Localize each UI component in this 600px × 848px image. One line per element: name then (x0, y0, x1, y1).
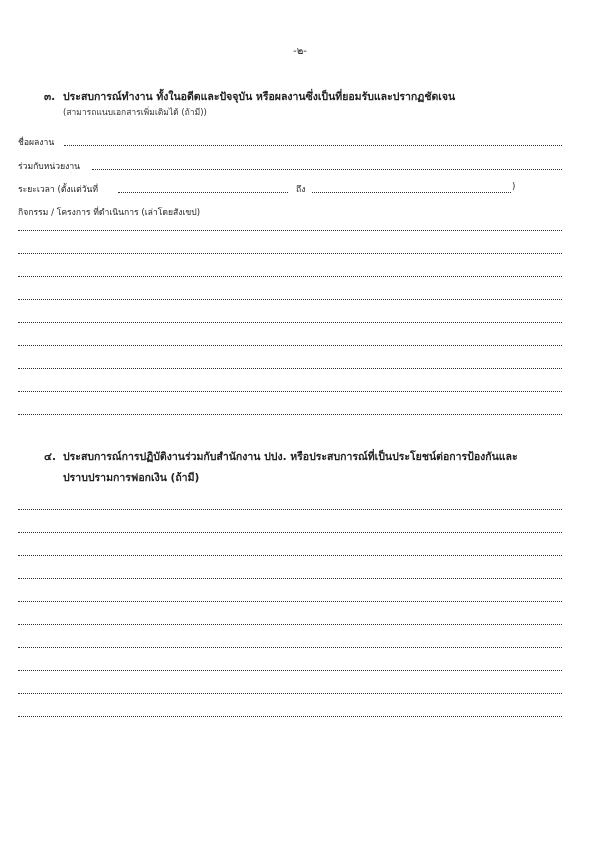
period-close-paren: ) (512, 182, 516, 192)
period-label: ระยะเวลา (ตั้งแต่วันที่ (18, 185, 99, 195)
experience-line[interactable] (18, 532, 562, 533)
activities-line[interactable] (18, 322, 562, 323)
activities-line[interactable] (18, 368, 562, 369)
section-4-heading (44, 448, 518, 465)
activities-line[interactable] (18, 299, 562, 300)
work-name-label: ชื่อผลงาน (18, 138, 55, 148)
period-start-field[interactable] (118, 192, 288, 193)
coworker-field[interactable] (92, 169, 562, 170)
section-4-number: ๔. (44, 451, 56, 463)
activities-line[interactable] (18, 276, 562, 277)
coworker-label: ร่วมกับหน่วยงาน (18, 162, 81, 172)
experience-line[interactable] (18, 601, 562, 602)
section-4-title-line2: ปราบปรามการฟอกเงิน (ถ้ามี) (63, 472, 200, 484)
section-4-title-line1: ประสบการณ์การปฏิบัติงานร่วมกับสำนักงาน ปปง. หรือประสบการณ์ที่เป็นประโยชน์ต่อการป้องกันและ (63, 451, 518, 463)
section-3-title: ประสบการณ์ทำงาน ทั้งในอดีตและปัจจุบัน หรือผลงานซึ่งเป็นที่ยอมรับและปรากฏชัดเจน (63, 91, 456, 103)
experience-line[interactable] (18, 693, 562, 694)
activities-label: กิจกรรม / โครงการ ที่ดำเนินการ (เล่าโดยสังเขป) (18, 208, 201, 218)
section-3-heading (44, 88, 455, 105)
experience-line[interactable] (18, 716, 562, 717)
section-3-number: ๓. (44, 91, 56, 103)
experience-line[interactable] (18, 647, 562, 648)
period-end-field[interactable] (312, 192, 511, 193)
experience-line[interactable] (18, 624, 562, 625)
activities-line[interactable] (18, 345, 562, 346)
experience-line[interactable] (18, 578, 562, 579)
experience-line[interactable] (18, 555, 562, 556)
page-number: -๒- (293, 46, 307, 57)
section-3-note: (สามารถแนบเอกสารเพิ่มเติมได้ (ถ้ามี)) (63, 108, 207, 118)
activities-line[interactable] (18, 253, 562, 254)
activities-line[interactable] (18, 230, 562, 231)
experience-line[interactable] (18, 509, 562, 510)
work-name-field[interactable] (64, 145, 562, 146)
activities-line[interactable] (18, 391, 562, 392)
period-to-label: ถึง (296, 185, 306, 195)
experience-line[interactable] (18, 670, 562, 671)
activities-line[interactable] (18, 414, 562, 415)
